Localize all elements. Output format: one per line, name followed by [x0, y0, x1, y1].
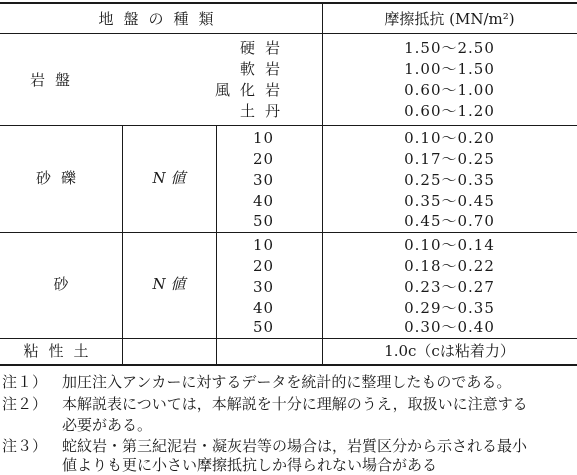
- note-2-text-line-2: 必要がある。: [62, 416, 153, 434]
- rock-type-dotan: 土丹: [239, 102, 290, 120]
- note-2-tag: 注２）: [2, 395, 48, 413]
- sand-value-30: 0.23〜0.27: [404, 278, 495, 296]
- rock-type-hard: 硬岩: [239, 39, 290, 57]
- sand-value-10: 0.10〜0.14: [404, 236, 495, 254]
- sand-n-20: 20: [253, 257, 275, 275]
- sand-n-10: 10: [253, 236, 275, 254]
- sand-n-label: N 値: [152, 275, 186, 293]
- rock-value-soft: 1.00〜1.50: [404, 60, 495, 78]
- gravel-label: 砂礫: [35, 169, 86, 187]
- sand-n-border: [216, 232, 217, 339]
- gravel-value-50: 0.45〜0.70: [404, 212, 495, 230]
- gravel-divider: [0, 232, 577, 233]
- gravel-n-10: 10: [253, 129, 275, 147]
- rock-value-dotan: 0.60〜1.20: [404, 102, 495, 120]
- sand-divider: [0, 338, 577, 339]
- sand-value-20: 0.18〜0.22: [404, 257, 495, 275]
- note-2-text-line-1: 本解説表については，本解説を十分に理解のうえ，取扱いに注意する: [62, 395, 528, 413]
- gravel-n-30: 30: [253, 171, 275, 189]
- rock-label: 岩盤: [30, 71, 81, 89]
- header-friction-resistance: 摩擦抵抗 (MN/m²): [384, 10, 515, 28]
- rock-value-hard: 1.50〜2.50: [404, 39, 495, 57]
- note-3-text-line-1: 蛇紋岩・第三紀泥岩・凝灰岩等の場合は，岩質区分から示される最小: [62, 437, 528, 455]
- header-divider: [0, 33, 577, 34]
- table-bottom-border: [0, 364, 577, 366]
- gravel-n-label: N 値: [152, 169, 186, 187]
- note-3-tag: 注３）: [2, 437, 48, 455]
- clay-value: 1.0c（cは粘着力）: [384, 342, 515, 360]
- table-top-border: [0, 2, 577, 4]
- gravel-value-20: 0.17〜0.25: [404, 150, 495, 168]
- gravel-n-40: 40: [253, 192, 275, 210]
- note-1-tag: 注１）: [2, 373, 48, 391]
- sand-label: 砂: [53, 275, 69, 293]
- gravel-n-20: 20: [253, 150, 275, 168]
- gravel-n-50: 50: [253, 212, 275, 230]
- note-1-text: 加圧注入アンカーに対するデータを統計的に整理したものである。: [62, 373, 512, 391]
- rock-value-weathered: 0.60〜1.00: [404, 81, 495, 99]
- sand-value-50: 0.30〜0.40: [404, 318, 495, 336]
- sand-n-40: 40: [253, 299, 275, 317]
- rock-divider: [0, 125, 577, 126]
- gravel-n-border: [216, 125, 217, 233]
- note-3-text-line-2: 値よりも更に小さい摩擦抵抗しか得られない場合がある: [62, 456, 438, 474]
- clay-label-border: [122, 338, 123, 365]
- gravel-value-10: 0.10〜0.20: [404, 129, 495, 147]
- rock-type-soft: 軟岩: [239, 60, 290, 78]
- sand-value-40: 0.29〜0.35: [404, 299, 495, 317]
- gravel-value-40: 0.35〜0.45: [404, 192, 495, 210]
- sand-n-30: 30: [253, 278, 275, 296]
- clay-n-border: [216, 338, 217, 365]
- gravel-value-30: 0.25〜0.35: [404, 171, 495, 189]
- sand-n-50: 50: [253, 318, 275, 336]
- rock-type-weathered: 風化岩: [214, 81, 290, 99]
- header-soil-type: 地盤の種類: [98, 10, 224, 28]
- clay-label: 粘性土: [23, 342, 99, 360]
